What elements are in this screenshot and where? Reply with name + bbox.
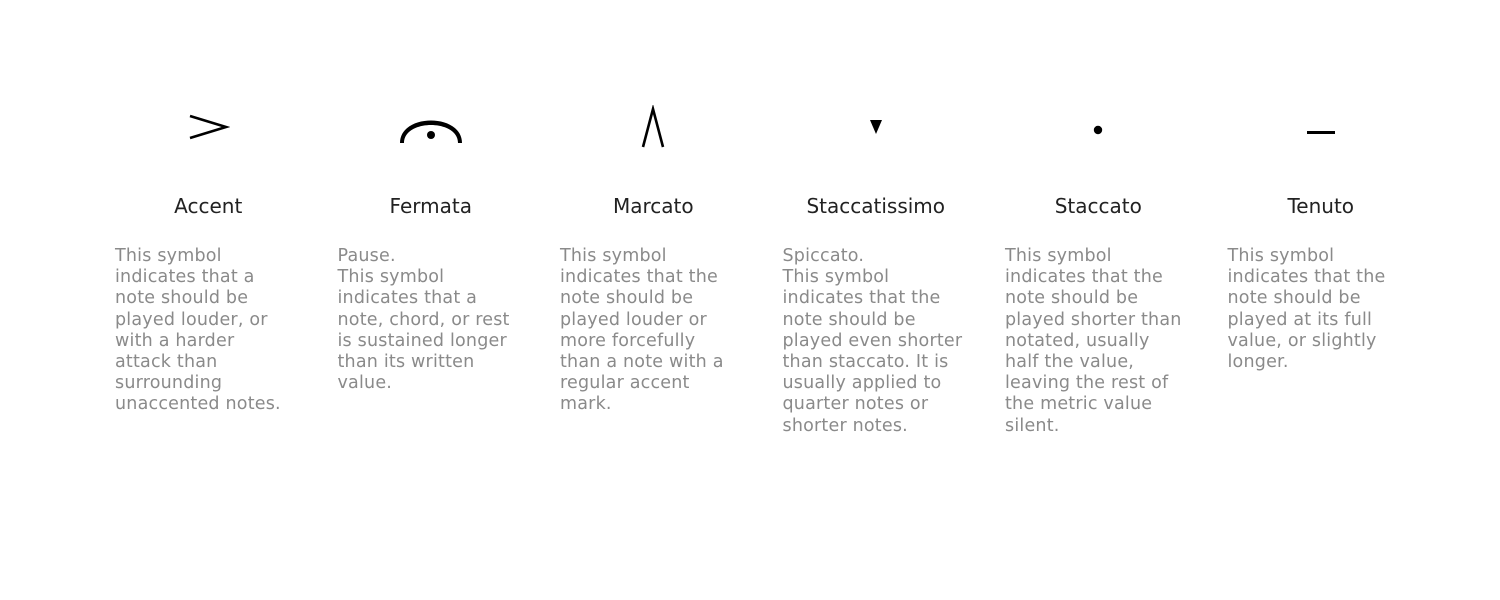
articulation-description: Pause. This symbol indicates that a note, chord, or rest is sustained longer than its written value. [337,246,510,394]
marcato-icon [560,100,747,154]
articulation-list [97,100,1432,437]
articulation-card-accent [97,100,320,437]
articulation-description: This symbol indicates that a note should be played louder, or with a harder attack than surrounding unaccented notes. [115,246,281,415]
articulation-title: Staccatissimo [806,194,946,218]
articulation-title: Staccato [1054,194,1142,218]
articulation-card-fermata [320,100,543,437]
accent-icon [115,100,302,154]
articulation-card-marcato [542,100,765,437]
staccato-icon [1005,100,1192,154]
articulation-description: This symbol indicates that the note should be played shorter than notated, usually half the value, leaving the rest of the metric value silent. [1005,246,1182,436]
staccatissimo-icon [783,100,970,154]
articulation-description: This symbol indicates that the note should be played louder or more forcefully than a note with a regular accent mark. [560,246,724,415]
articulation-title: Accent [174,194,243,218]
articulation-card-staccato [987,100,1210,437]
articulation-description: This symbol indicates that the note should be played at its full value, or slightly longer. [1227,246,1386,373]
articulation-title: Fermata [389,194,472,218]
tenuto-icon [1228,100,1415,154]
articulation-card-staccatissimo [765,100,988,437]
articulation-title: Marcato [612,194,694,218]
articulation-description: Spiccato. This symbol indicates that the note should be played even shorter than staccato. It is usually applied to quarter notes or shorter notes. [782,246,963,436]
fermata-icon [338,100,525,154]
articulation-card-tenuto [1210,100,1433,437]
articulation-title: Tenuto [1287,194,1355,218]
